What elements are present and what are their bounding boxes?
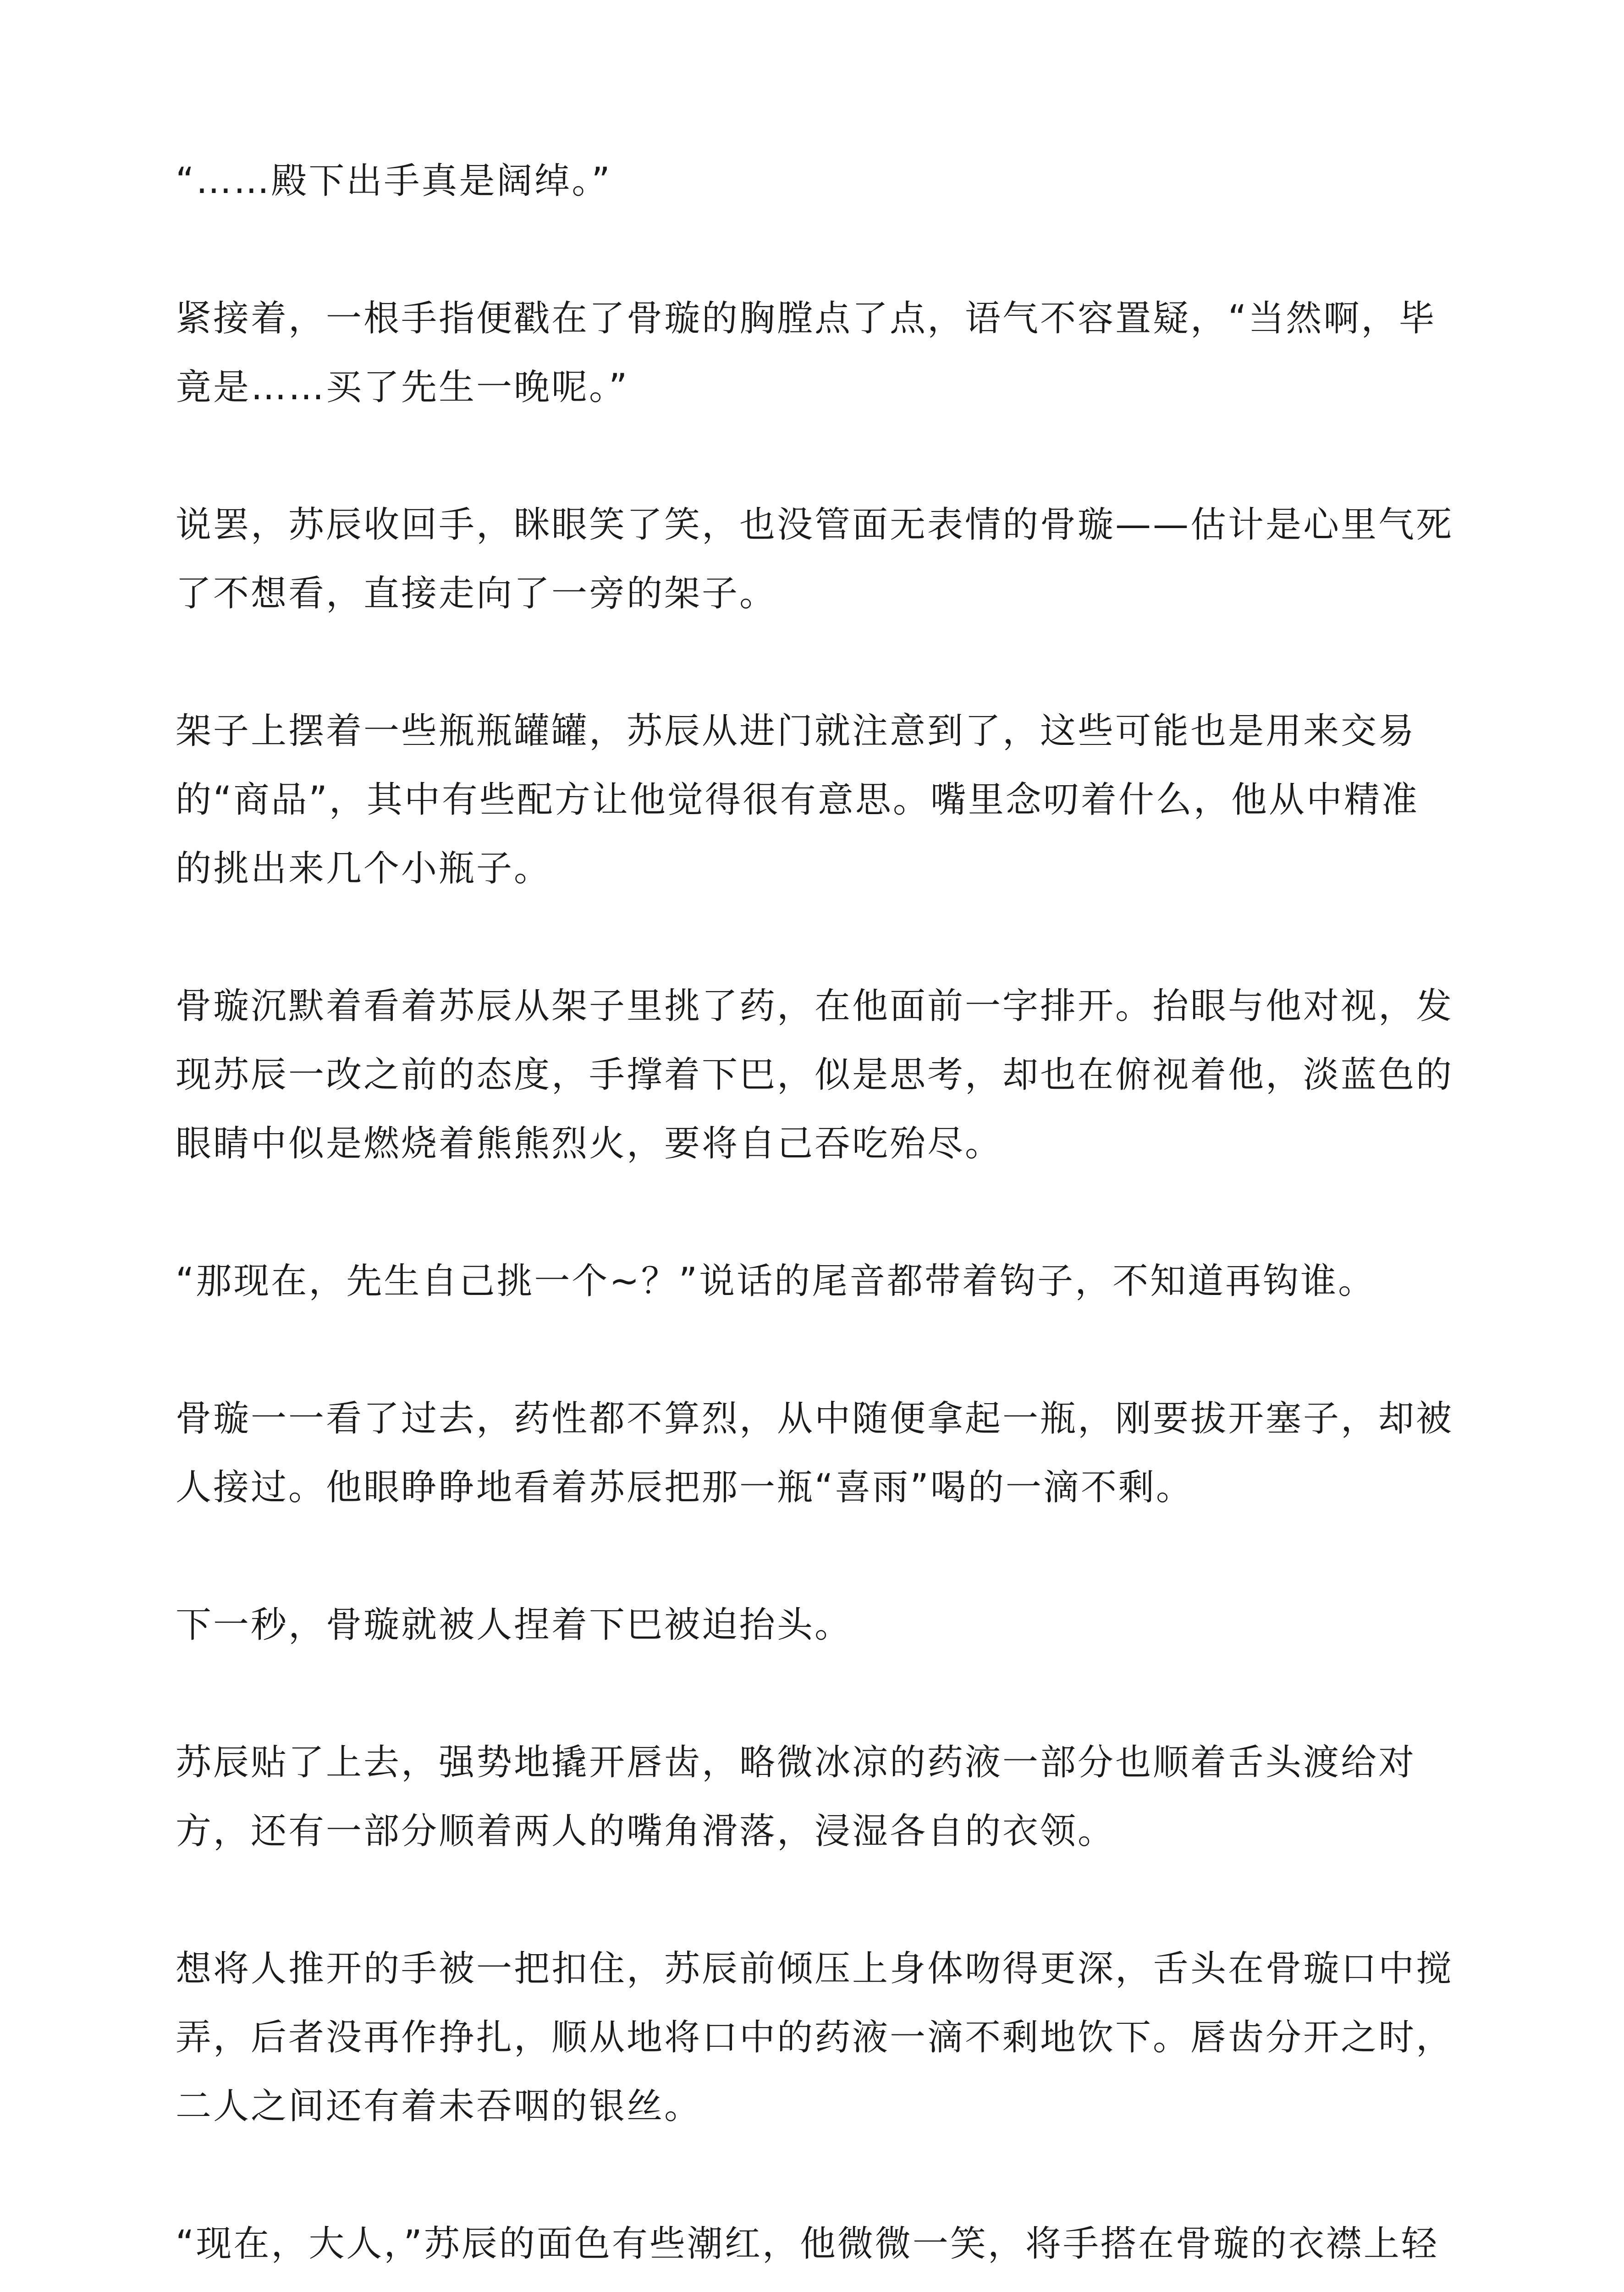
paragraph-4: 架子上摆着一些瓶瓶罐罐，苏辰从进门就注意到了，这些可能也是用来交易的“商品”，其中有些配方让他觉得很有意思。嘴里念叨着什么，他从中精准的挑出来几个小瓶子。	[176, 711, 1419, 889]
article-body	[176, 147, 1454, 2292]
paragraph-9: 苏辰贴了上去，强势地撬开唇齿，略微冰凉的药液一部分也顺着舌头渡给对方，还有一部分顺着两人的嘴角滑落，浸湿各自的衣领。	[176, 1742, 1416, 1852]
paragraph-gap	[176, 628, 1454, 697]
paragraph-6: “那现在，先生自己挑一个~？”说话的尾音都带着钩子，不知道再钩谁。	[176, 1261, 1376, 1302]
paragraph-gap	[176, 1522, 1454, 1591]
paragraph-gap	[176, 2141, 1454, 2209]
paragraph-gap	[176, 1659, 1454, 1728]
paragraph-gap	[176, 903, 1454, 972]
paragraph-10: 想将人推开的手被一把扣住，苏辰前倾压上身体吻得更深，舌头在骨璇口中搅弄，后者没再作挣扎，顺从地将口中的药液一滴不剩地饮下。唇齿分开之时，二人之间还有着未吞咽的银丝。	[176, 1948, 1454, 2127]
paragraph-2: 紧接着，一根手指便戳在了骨璇的胸膛点了点，语气不容置疑，“当然啊，毕竟是……买了先生一晚呢。”	[176, 298, 1437, 408]
paragraph-gap	[176, 1316, 1454, 1384]
paragraph-3: 说罢，苏辰收回手，眯眼笑了笑，也没管面无表情的骨璇——估计是心里气死了不想看，直接走向了一旁的架子。	[176, 504, 1454, 614]
paragraph-gap	[176, 1866, 1454, 1934]
paragraph-gap	[176, 1178, 1454, 1247]
paragraph-1: “……殿下出手真是阔绰。”	[176, 160, 612, 202]
paragraph-11: “现在，大人，”苏辰的面色有些潮红，他微微一笑，将手搭在骨璇的衣襟上轻	[176, 2223, 1439, 2264]
paragraph-gap	[176, 215, 1454, 284]
paragraph-7: 骨璇一一看了过去，药性都不算烈，从中随便拿起一瓶，刚要拔开塞子，却被人接过。他眼睁睁地看着苏辰把那一瓶“喜雨”喝的一滴不剩。	[176, 1398, 1454, 1508]
paragraph-gap	[176, 422, 1454, 490]
paragraph-8: 下一秒，骨璇就被人捏着下巴被迫抬头。	[176, 1604, 853, 1646]
paragraph-5: 骨璇沉默着看着苏辰从架子里挑了药，在他面前一字排开。抬眼与他对视，发现苏辰一改之前的态度，手撑着下巴，似是思考，却也在俯视着他，淡蓝色的眼睛中似是燃烧着熊熊烈火，要将自己吞吃殆尽。	[176, 986, 1454, 1164]
